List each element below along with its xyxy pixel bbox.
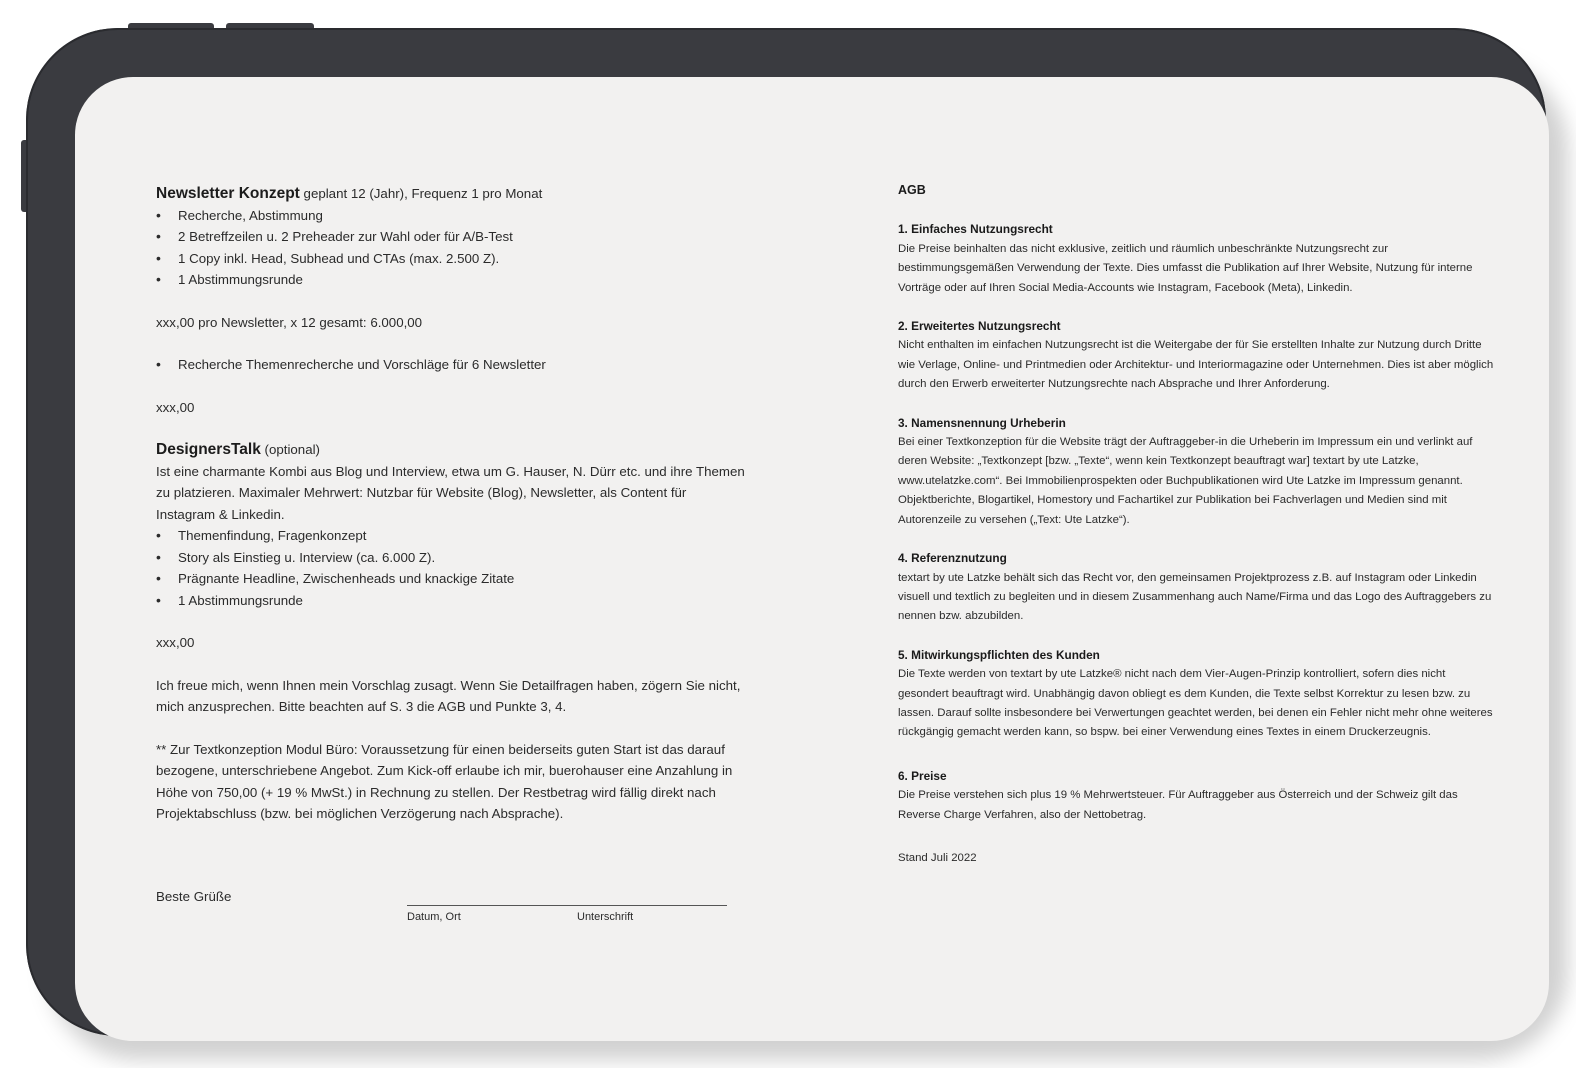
- newsletter-list: [156, 205, 746, 291]
- agb-section: [898, 317, 1498, 395]
- designers-talk-price: xxx,00: [156, 635, 195, 650]
- agb-section-text: Bei einer Textkonzeption für die Website trägt der Auftraggeber-in die Urheberin im Impressum ein und verlinkt auf deren Website: „Textkonzept [bzw. „Texte“, wenn kein Textkonzept beauftragt war] textart by ute Latzke, www.utelatzke.com“. Bei Immobilienprospekten oder Buchpublikationen wird Ute Latzke im Impressum genannt. Objektberichte, Blogartikel, Homestory und Fachartikel zur Publikation bei Fachverlagen und Medien sind mit Autorenzeile zu versehen („Text: Ute Latzke“).: [898, 436, 1473, 526]
- designers-talk-intro: Ist eine charmante Kombi aus Blog und Interview, etwa um G. Hauser, N. Dürr etc. und ihre Themen zu platzieren. Maximaler Mehrwert: Nutzbar für Website (Blog), Newsletter, als Content für Instagram & Linkedin.: [156, 463, 745, 522]
- agb-section: [898, 220, 1498, 298]
- signature-label: Unterschrift: [577, 911, 634, 923]
- newsletter-heading: [156, 183, 746, 205]
- greeting: Beste Grüße: [156, 889, 232, 904]
- tablet-screen: [75, 77, 1549, 1041]
- list-item: • Themenfindung, Fragenkonzept: [156, 525, 746, 547]
- list-item: • Recherche, Abstimmung: [156, 205, 746, 227]
- agb-section-heading: 4. Referenznutzung: [898, 551, 1007, 566]
- list-item: • 1 Copy inkl. Head, Subhead und CTAs (max. 2.500 Z).: [156, 248, 746, 270]
- tablet-frame: [26, 28, 1546, 1036]
- agb-section: [898, 646, 1498, 743]
- agb-section-heading: 2. Erweitertes Nutzungsrecht: [898, 319, 1061, 334]
- agb-section-text: Die Texte werden von textart by ute Latzke® nicht nach dem Vier-Augen-Prinzip kontrolliert, sofern dies nicht gesondert beauftragt wird. Unabhängig davon obliegt es dem Kunden, die Texte selbst Korrektur zu lesen bzw. zu lassen. Darauf sollte insbesondere bei Verwertungen geachtet werden, bei denen ein Fehler nicht mehr ohne weiteres rückgängig gemacht werden kann, so bspw. bei einer Verwendung eines Textes in einem Druckerzeugnis.: [898, 668, 1493, 739]
- agb-section: [898, 767, 1498, 825]
- stand-date: Stand Juli 2022: [898, 851, 977, 864]
- signature-line: [407, 905, 727, 906]
- agb-section-text: Nicht enthalten im einfachen Nutzungsrecht ist die Weitergabe der für Sie erstellten Inhalte zur Nutzung durch Dritte wie Verlage, Online- und Printmedien oder Architektur- und Interiormagazine oder Unternehmen. Dies ist aber möglich durch den Erwerb erweiterter Nutzungsrechte nach Absprache und Ihrer Anforderung.: [898, 339, 1494, 391]
- agb-section-text: textart by ute Latzke behält sich das Recht vor, den gemeinsamen Projektprozess z.B. auf Instagram oder Linkedin visuell und textlich zu begleiten und in diesem Zusammenhang auch Name/Firma und das Logo des Auftraggebers zu nennen bzw. abzubilden.: [898, 571, 1492, 623]
- agb-section: [898, 414, 1498, 530]
- newsletter-title: Newsletter Konzept: [156, 185, 300, 202]
- agb-section: [898, 549, 1498, 627]
- designers-talk-title: DesignersTalk: [156, 441, 261, 458]
- newsletter-price: xxx,00 pro Newsletter, x 12 gesamt: 6.000,00: [156, 314, 423, 330]
- agb-column: [898, 181, 1498, 868]
- research-list: [156, 354, 746, 376]
- list-item: • Prägnante Headline, Zwischenheads und knackige Zitate: [156, 568, 746, 590]
- agb-section-heading: 1. Einfaches Nutzungsrecht: [898, 222, 1053, 237]
- agb-section-heading: 6. Preise: [898, 768, 947, 783]
- list-item: • Recherche Themenrecherche und Vorschläge für 6 Newsletter: [156, 354, 746, 376]
- designers-talk-list: [156, 525, 746, 611]
- research-price: xxx,00: [156, 399, 195, 415]
- closing-paragraph: Ich freue mich, wenn Ihnen mein Vorschlag zusagt. Wenn Sie Detailfragen haben, zögern Sie nicht, mich anzusprechen. Bitte beachten auf S. 3 die AGB und Punkte 3, 4.: [156, 677, 741, 714]
- list-item: • 1 Abstimmungsrunde: [156, 590, 746, 612]
- signature-area: [156, 889, 776, 939]
- list-item: • Story als Einstieg u. Interview (ca. 6.000 Z).: [156, 547, 746, 569]
- agb-title: AGB: [898, 183, 926, 197]
- offer-column: [156, 183, 746, 825]
- list-item: • 2 Betreffzeilen u. 2 Preheader zur Wahl oder für A/B-Test: [156, 226, 746, 248]
- agb-section-heading: 3. Namensnennung Urheberin: [898, 415, 1066, 430]
- footnote-paragraph: ** Zur Textkonzeption Modul Büro: Voraussetzung für einen beiderseits guten Start ist das darauf bezogene, unterschriebene Angebot. Zum Kick-off erlaube ich mir, buerohauser eine Anzahlung in Höhe von 750,00 (+ 19 % MwSt.) in Rechnung zu stellen. Der Restbetrag wird fällig direkt nach Projektabschluss (bzw. bei möglichen Verzögerung nach Absprache).: [156, 741, 733, 821]
- designers-talk-subtitle: (optional): [264, 442, 320, 457]
- agb-section-text: Die Preise verstehen sich plus 19 % Mehrwertsteuer. Für Auftraggeber aus Österreich und der Schweiz gilt das Reverse Charge Verfahren, also der Nettobetrag.: [898, 789, 1458, 821]
- agb-section-heading: 5. Mitwirkungspflichten des Kunden: [898, 647, 1100, 662]
- designers-talk-heading: [156, 439, 746, 461]
- date-place-label: Datum, Ort: [407, 911, 461, 923]
- newsletter-subtitle: geplant 12 (Jahr), Frequenz 1 pro Monat: [303, 186, 543, 201]
- list-item: • 1 Abstimmungsrunde: [156, 269, 746, 291]
- agb-section-text: Die Preise beinhalten das nicht exklusive, zeitlich und räumlich unbeschränkte Nutzungsrecht zur bestimmungsgemäßen Verwendung der Texte. Dies umfasst die Publikation auf Ihrer Website, Nutzung für interne Vorträge oder auf Ihren Social Media-Accounts wie Instagram, Facebook (Meta), Linkedin.: [898, 242, 1473, 294]
